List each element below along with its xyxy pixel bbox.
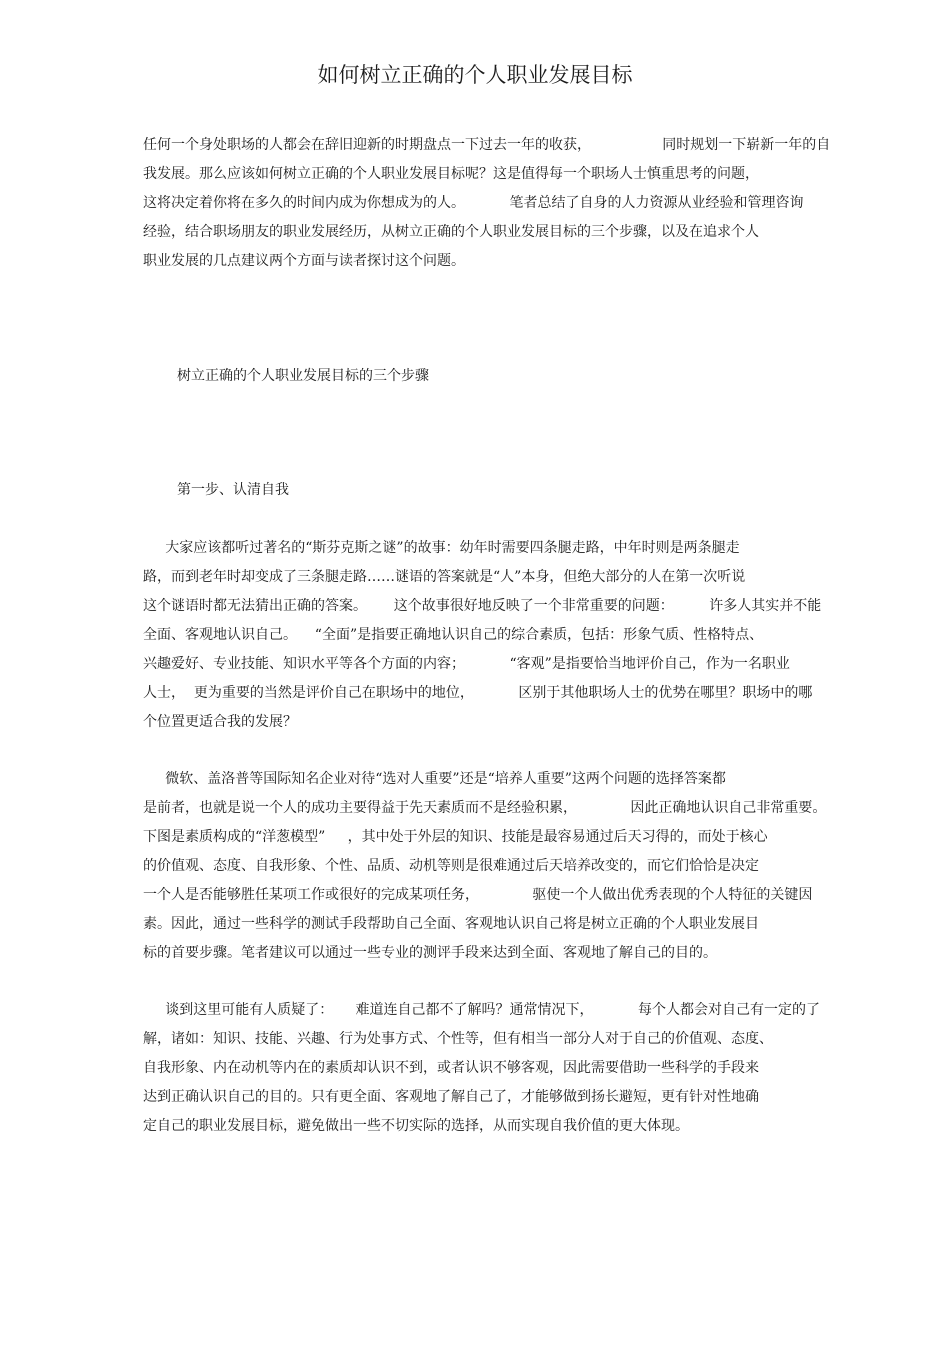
paragraph-line: 大家应该都听过著名的“斯芬克斯之谜”的故事：幼年时需要四条腿走路，中年时则是两条腿走 xyxy=(143,540,740,556)
paragraph-line: 谈到这里可能有人质疑了： 难道连自己都不了解吗？通常情况下， 每个人都会对自己有一定的了 xyxy=(143,1002,821,1018)
paragraph-line: 路，而到老年时却变成了三条腿走路……谜语的答案就是“人”本身，但绝大部分的人在第一次听说 xyxy=(143,569,746,585)
paragraph-line: 下图是素质构成的“洋葱模型” ，其中处于外层的知识、技能是最容易通过后天习得的，而处于核心 xyxy=(143,829,768,845)
paragraph-line: 全面、客观地认识自己。 “全面”是指要正确地认识自己的综合素质，包括：形象气质、性格特点、 xyxy=(143,627,764,643)
paragraph-line: 自我形象、内在动机等内在的素质却认识不到，或者认识不够客观，因此需要借助一些科学的手段来 xyxy=(143,1060,759,1076)
paragraph-line: 微软、盖洛普等国际知名企业对待“选对人重要”还是“培养人重要”这两个问题的选择答案都 xyxy=(143,771,726,787)
intro-line: 经验，结合职场朋友的职业发展经历，从树立正确的个人职业发展目标的三个步骤，以及在追求个人 xyxy=(143,224,759,240)
paragraph-line: 标的首要步骤。笔者建议可以通过一些专业的测评手段来达到全面、客观地了解自己的目的。 xyxy=(143,945,717,961)
paragraph-line: 解，诸如：知识、技能、兴趣、行为处事方式、个性等，但有相当一部分人对于自己的价值观、态度、 xyxy=(143,1031,773,1047)
paragraph-line: 是前者，也就是说一个人的成功主要得益于先天素质而不是经验积累， 因此正确地认识自己非常重要。 xyxy=(143,800,827,816)
paragraph-line: 这个谜语时都无法猜出正确的答案。 这个故事很好地反映了一个非常重要的问题： 许多人其实并不能 xyxy=(143,598,822,614)
step1-heading: 第一步、认清自我 xyxy=(177,482,289,498)
paragraph-line: 一个人是否能够胜任某项工作或很好的完成某项任务， 驱使一个人做出优秀表现的个人特征的关键因 xyxy=(143,887,813,903)
intro-line: 职业发展的几点建议两个方面与读者探讨这个问题。 xyxy=(143,253,465,269)
paragraph-line: 人士， 更为重要的当然是评价自己在职场中的地位， 区别于其他职场人士的优势在哪里？职场中的哪 xyxy=(143,685,813,701)
paragraph-line: 素。因此，通过一些科学的测试手段帮助自己全面、客观地认识自己将是树立正确的个人职业发展目 xyxy=(143,916,759,932)
section-heading: 树立正确的个人职业发展目标的三个步骤 xyxy=(177,368,429,384)
paragraph-line: 的价值观、态度、自我形象、个性、品质、动机等则是很难通过后天培养改变的，而它们恰恰是决定 xyxy=(143,858,759,874)
paragraph-line: 个位置更适合我的发展？ xyxy=(143,714,297,730)
paragraph-line: 达到正确认识自己的目的。只有更全面、客观地了解自己了，才能够做到扬长避短，更有针对性地确 xyxy=(143,1089,759,1105)
paragraph-line: 定自己的职业发展目标，避免做出一些不切实际的选择，从而实现自我价值的更大体现。 xyxy=(143,1118,689,1134)
paragraph-line: 兴趣爱好、专业技能、知识水平等各个方面的内容； “客观”是指要恰当地评价自己，作为一名职业 xyxy=(143,656,790,672)
intro-line: 我发展。那么应该如何树立正确的个人职业发展目标呢？这是值得每一个职场人士慎重思考的问题， xyxy=(143,166,759,182)
document-title: 如何树立正确的个人职业发展目标 xyxy=(317,63,633,87)
intro-line: 任何一个身处职场的人都会在辞旧迎新的时期盘点一下过去一年的收获， 同时规划一下崭新一年的自 xyxy=(143,137,831,153)
intro-line: 这将决定着你将在多久的时间内成为你想成为的人。 笔者总结了自身的人力资源从业经验和管理咨询 xyxy=(143,195,804,211)
